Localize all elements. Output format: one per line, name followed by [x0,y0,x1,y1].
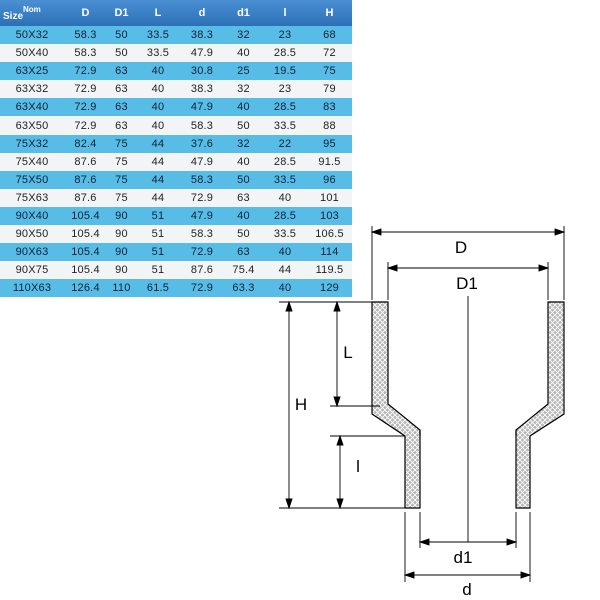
value-cell: 106.5 [315,228,344,241]
value-cell: 40 [151,101,165,114]
value-cell: 126.4 [71,282,100,295]
value-cell: 72.9 [74,101,97,114]
value-cell: 72.9 [74,119,97,132]
value-cell: 88 [323,119,336,132]
value-cell: 23 [278,83,292,96]
column-header-D1: D1 [114,7,129,19]
label-l: l [356,457,360,476]
size-cell: 75X40 [15,155,49,168]
value-cell: 58.3 [190,119,214,132]
size-cell: 110X63 [12,282,52,295]
value-cell: 114 [320,246,339,259]
size-header-label: Size [3,11,24,22]
value-cell: 44 [278,264,292,277]
value-cell: 47.9 [190,155,214,168]
value-cell: 58.3 [74,29,97,42]
value-cell: 33.5 [146,29,170,42]
value-cell: 33.5 [273,119,297,132]
value-cell: 90 [115,264,128,277]
size-cell: 90X63 [15,246,49,259]
value-cell: 58.3 [190,173,214,186]
size-cell: 50X40 [15,47,49,60]
value-cell: 101 [320,191,339,204]
label-d: d [462,580,472,599]
size-cell: 63X32 [15,83,49,96]
value-cell: 58.3 [74,47,97,60]
value-cell: 87.6 [74,173,97,186]
value-cell: 40 [237,47,250,60]
value-cell: 75 [115,191,128,204]
value-cell: 63 [237,246,250,259]
value-cell: 90 [115,228,128,241]
size-cell: 90X40 [15,209,49,222]
value-cell: 51 [151,228,165,241]
column-header-H: H [325,7,334,19]
value-cell: 83 [323,101,336,114]
value-cell: 90 [115,209,128,222]
value-cell: 129 [320,282,339,295]
value-cell: 58.3 [190,228,214,241]
column-header-d1: d1 [237,7,250,19]
value-cell: 32 [237,137,250,150]
column-header-L: L [154,7,162,19]
value-cell: 44 [151,173,165,186]
value-cell: 63.3 [232,282,255,295]
value-cell: 79 [323,83,336,96]
label-d1: d1 [453,548,473,567]
value-cell: 72 [323,47,336,60]
value-cell: 47.9 [190,47,214,60]
value-cell: 40 [278,246,292,259]
value-cell: 40 [151,65,165,78]
value-cell: 32 [237,29,250,42]
column-header-D: D [81,7,90,19]
value-cell: 68 [323,29,336,42]
label-H: H [294,395,308,414]
value-cell: 32 [237,83,250,96]
value-cell: 47.9 [190,101,214,114]
value-cell: 38.3 [190,83,214,96]
label-D1: D1 [456,274,478,293]
value-cell: 33.5 [273,173,297,186]
value-cell: 50 [237,173,250,186]
value-cell: 25 [237,65,250,78]
value-cell: 28.5 [273,101,297,114]
value-cell: 87.6 [74,155,97,168]
size-cell: 75X32 [15,137,49,150]
value-cell: 28.5 [273,155,297,168]
size-cell: 63X40 [15,101,49,114]
size-cell: 75X63 [15,191,49,204]
value-cell: 110 [112,282,131,295]
label-L: L [343,343,353,362]
value-cell: 44 [151,191,165,204]
value-cell: 105.4 [71,228,100,241]
value-cell: 28.5 [273,47,297,60]
value-cell: 40 [237,101,250,114]
column-header-d: d [198,7,206,19]
value-cell: 30.8 [190,65,214,78]
label-D: D [454,238,468,257]
value-cell: 105.4 [71,209,100,222]
value-cell: 40 [278,191,292,204]
value-cell: 50 [237,119,250,132]
value-cell: 40 [237,155,250,168]
value-cell: 38.3 [190,29,214,42]
value-cell: 72.9 [190,246,214,259]
value-cell: 50 [115,29,128,42]
size-cell: 90X50 [15,228,49,241]
value-cell: 51 [151,264,165,277]
value-cell: 51 [151,246,165,259]
dimension-lines [286,229,564,578]
value-cell: 103 [320,209,339,222]
value-cell: 63 [115,101,128,114]
value-cell: 72.9 [74,83,97,96]
value-cell: 51 [151,209,165,222]
nom-header-label: Nom [23,5,41,14]
left-wall [372,302,420,508]
value-cell: 63 [115,119,128,132]
value-cell: 44 [151,155,165,168]
value-cell: 87.6 [190,264,214,277]
value-cell: 23 [278,29,292,42]
value-cell: 82.4 [74,137,97,150]
value-cell: 28.5 [273,209,297,222]
size-cell: 63X25 [15,65,49,78]
value-cell: 33.5 [273,228,297,241]
value-cell: 44 [151,137,165,150]
value-cell: 40 [151,83,165,96]
value-cell: 72.9 [190,191,214,204]
value-cell: 40 [151,119,165,132]
column-header-l: l [283,7,287,19]
value-cell: 37.6 [190,137,214,150]
value-cell: 50 [237,228,250,241]
size-cell: 90X75 [15,264,49,277]
value-cell: 40 [278,282,292,295]
value-cell: 91.5 [318,155,341,168]
value-cell: 75 [323,65,336,78]
right-wall [516,302,564,508]
value-cell: 72.9 [190,282,214,295]
value-cell: 40 [237,209,250,222]
extension-lines [279,226,564,582]
value-cell: 33.5 [146,47,170,60]
value-cell: 50 [115,47,128,60]
value-cell: 95 [323,137,336,150]
value-cell: 75 [115,155,128,168]
value-cell: 72.9 [74,65,97,78]
value-cell: 75 [115,173,128,186]
value-cell: 47.9 [190,209,214,222]
value-cell: 63 [115,65,128,78]
value-cell: 96 [323,173,336,186]
value-cell: 22 [278,137,292,150]
size-cell: 63X50 [15,119,49,132]
value-cell: 119.5 [315,264,344,277]
value-cell: 75 [115,137,128,150]
value-cell: 87.6 [74,191,97,204]
value-cell: 75.4 [232,264,255,277]
value-cell: 63 [115,83,128,96]
value-cell: 105.4 [71,264,100,277]
value-cell: 19.5 [273,65,297,78]
value-cell: 90 [115,246,128,259]
value-cell: 105.4 [71,246,100,259]
size-cell: 50X32 [15,29,49,42]
size-cell: 75X50 [15,173,49,186]
value-cell: 63 [237,191,250,204]
value-cell: 61.5 [146,282,170,295]
